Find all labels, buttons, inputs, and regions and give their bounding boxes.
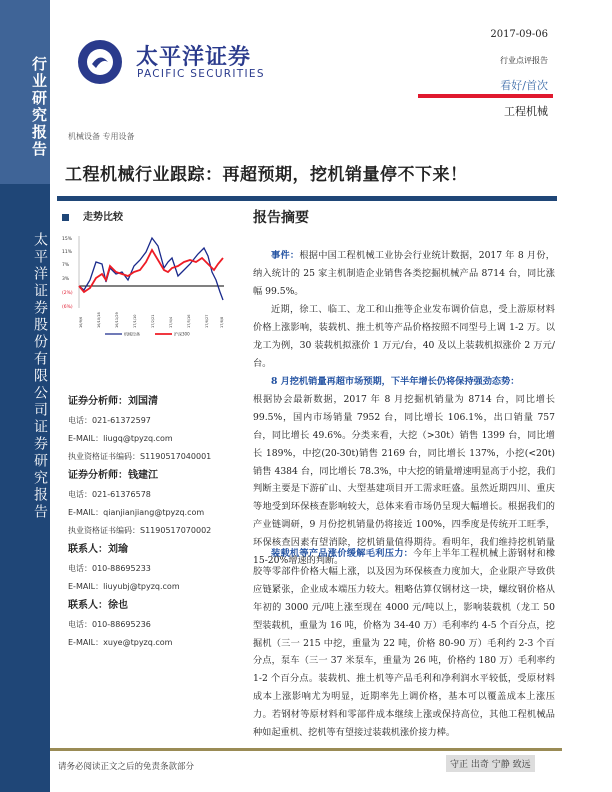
contact-phone: 电话：010-88695236 [68, 620, 151, 629]
contact-cert: 执业资格证书编码：S1190517070002 [68, 526, 212, 535]
bullet-square-icon [62, 214, 69, 221]
industry-label: 工程机械 [504, 105, 548, 118]
summary-sales-paragraph: 8 月挖机销量再超市场预期，下半年增长仍将保持强劲态势： 根据协会最新数据，2017 年 8 月挖掘机销量为 8714 台，同比增长 99.5%，国内市场销量 7952 台，同比增长 106.1%，出口销量 757 台，同比增长 49.6%。分类来看，大挖（>30t）销售 1399 台，同比增长 189%，中挖(20-30t)销售 2169 台，同比增长 137%，小挖(<20t)销售 4384 台，同比增长 78.3%，中大挖的销量增速明显高于小挖，我们判断主要是下游矿山、大型基建项目开工需求旺盛。虽然近期四川、重庆等地受到环保核查影响较大，总体来看市场仍呈现大幅增长。根据我们的产业链调研，9 月份挖机销量仍将接近 100%，四季度是传统开工旺季，环保核查因素有望消除，挖机销量值得期待。看明年，我们维持挖机销量 15-20%增速的判断。 [253, 376, 555, 567]
brand-name-en: PACIFIC SECURITIES [137, 68, 265, 80]
svg-text:(6%): (6%) [62, 305, 73, 310]
sidebar-report-category: 行业研究报告 [30, 56, 48, 158]
contact-heading: 证券分析师：钱建江 [68, 470, 158, 481]
disclaimer-note: 请务必阅读正文之后的免责条款部分 [58, 762, 195, 772]
sector-breadcrumb: 机械设备 专用设备 [68, 132, 135, 141]
svg-text:(2%): (2%) [62, 291, 73, 296]
contact-email: E-MAIL：xuye@tpyzq.com [68, 638, 173, 647]
brand-name-cn: 太平洋证券 [136, 45, 252, 70]
svg-text:17/5/16: 17/5/16 [187, 314, 191, 328]
contact-email: E-MAIL：liuyubj@tpyzq.com [68, 582, 180, 591]
svg-text:17/1/10: 17/1/10 [133, 314, 137, 328]
svg-text:3%: 3% [62, 277, 70, 282]
svg-text:16/9/6: 16/9/6 [79, 316, 83, 328]
report-date: 2017-09-06 [490, 29, 548, 40]
svg-text:17/8/8: 17/8/8 [220, 316, 224, 328]
pacific-securities-logo-icon [62, 12, 124, 102]
svg-text:15%: 15% [62, 237, 73, 242]
analyst-contacts [68, 392, 243, 652]
chart-title: 走势比较 [62, 208, 123, 223]
svg-text:17/2/21: 17/2/21 [151, 314, 155, 328]
contact-heading: 联系人：徐也 [68, 600, 128, 611]
report-type: 行业点评报告 [500, 56, 548, 65]
header-divider [418, 94, 553, 98]
legend-label-index: 沪深300 [174, 331, 190, 337]
title-divider [57, 196, 557, 201]
page-title: 工程机械行业跟踪：再超预期，挖机销量停不下来！ [65, 165, 468, 185]
footer-divider [50, 748, 562, 751]
sidebar-company-label: 太平洋证券股份有限公司证券研究报告 [32, 232, 48, 521]
summary-event-paragraph: 事件：根据中国工程机械工业协会行业统计数据，2017 年 8 月份，纳入统计的 25 家主机制造企业销售各类挖掘机械产品 8714 台，同比涨幅 99.5%。 [253, 250, 555, 297]
summary-margin-paragraph: 装载机等产品涨价缓解毛利压力：今年上半年工程机械上游钢材和橡胶等零部件价格大幅上涨，以及因为环保核查力度加大，企业限产导致供应链紧张，企业成本端压力较大。粗略估算仅钢材这一块，螺纹钢价格从年初的 3000 元/吨上涨至现在 4000 元/吨以上，影响装载机（龙工 50 型装载机，重量为 16 吨，价格为 34-40 万）毛利率约 4-5 个百分点，挖掘机（三一 215 中挖，重量为 22 吨，价格 80-90 万）毛利约 2-3 个百分点，泵车（三一 37 米泵车，重量为 26 吨，价格约 180 万）毛利率约 1-2 个百分点。装载机、推土机等产品毛利和净利润水平较低，受原材料成本上涨影响尤为明显，近期率先上调价格，基本可以覆盖成本上涨压力。若钢材等原材料和零部件成本继续上涨或保持高位，其他工程机械品种如起重机、挖机等有望接过装载机涨价接力棒。 [253, 548, 556, 739]
svg-text:7%: 7% [62, 263, 70, 268]
contact-heading: 证券分析师：刘国清 [68, 396, 158, 407]
svg-text:16/10/18: 16/10/18 [97, 312, 101, 328]
contact-phone: 电话：021-61372597 [68, 416, 151, 425]
trend-comparison-chart [60, 228, 235, 338]
svg-text:17/6/27: 17/6/27 [205, 314, 209, 328]
contact-phone: 电话：010-88695233 [68, 564, 151, 573]
legend-label-sector: 机械设备 [124, 331, 140, 337]
contact-email: E-MAIL：liugq@tpyzq.com [68, 434, 173, 443]
contact-heading: 联系人：刘瑜 [68, 544, 128, 555]
company-motto: 守正 出奇 宁静 致远 [446, 755, 535, 772]
svg-text:11%: 11% [62, 250, 73, 255]
svg-text:17/4/4: 17/4/4 [169, 316, 173, 328]
svg-text:16/11/29: 16/11/29 [115, 312, 119, 328]
summary-heading: 报告摘要 [253, 210, 309, 226]
rating-badge: 看好/首次 [500, 79, 548, 92]
contact-phone: 电话：021-61376578 [68, 490, 151, 499]
contact-cert: 执业资格证书编码：S1190517040001 [68, 452, 212, 461]
summary-price-paragraph: 近期，徐工、临工、龙工和山推等企业发布调价信息，受上游原材料价格上涨影响，装载机、推土机等产品价格按照不同型号上调 1-2 万。以龙工为例，30 装载机拟涨价 1 万元/台，40 及以上装载机拟涨价 2 万元/台。 [253, 304, 555, 369]
contact-email: E-MAIL：qianjianjiang@tpyzq.com [68, 508, 205, 517]
